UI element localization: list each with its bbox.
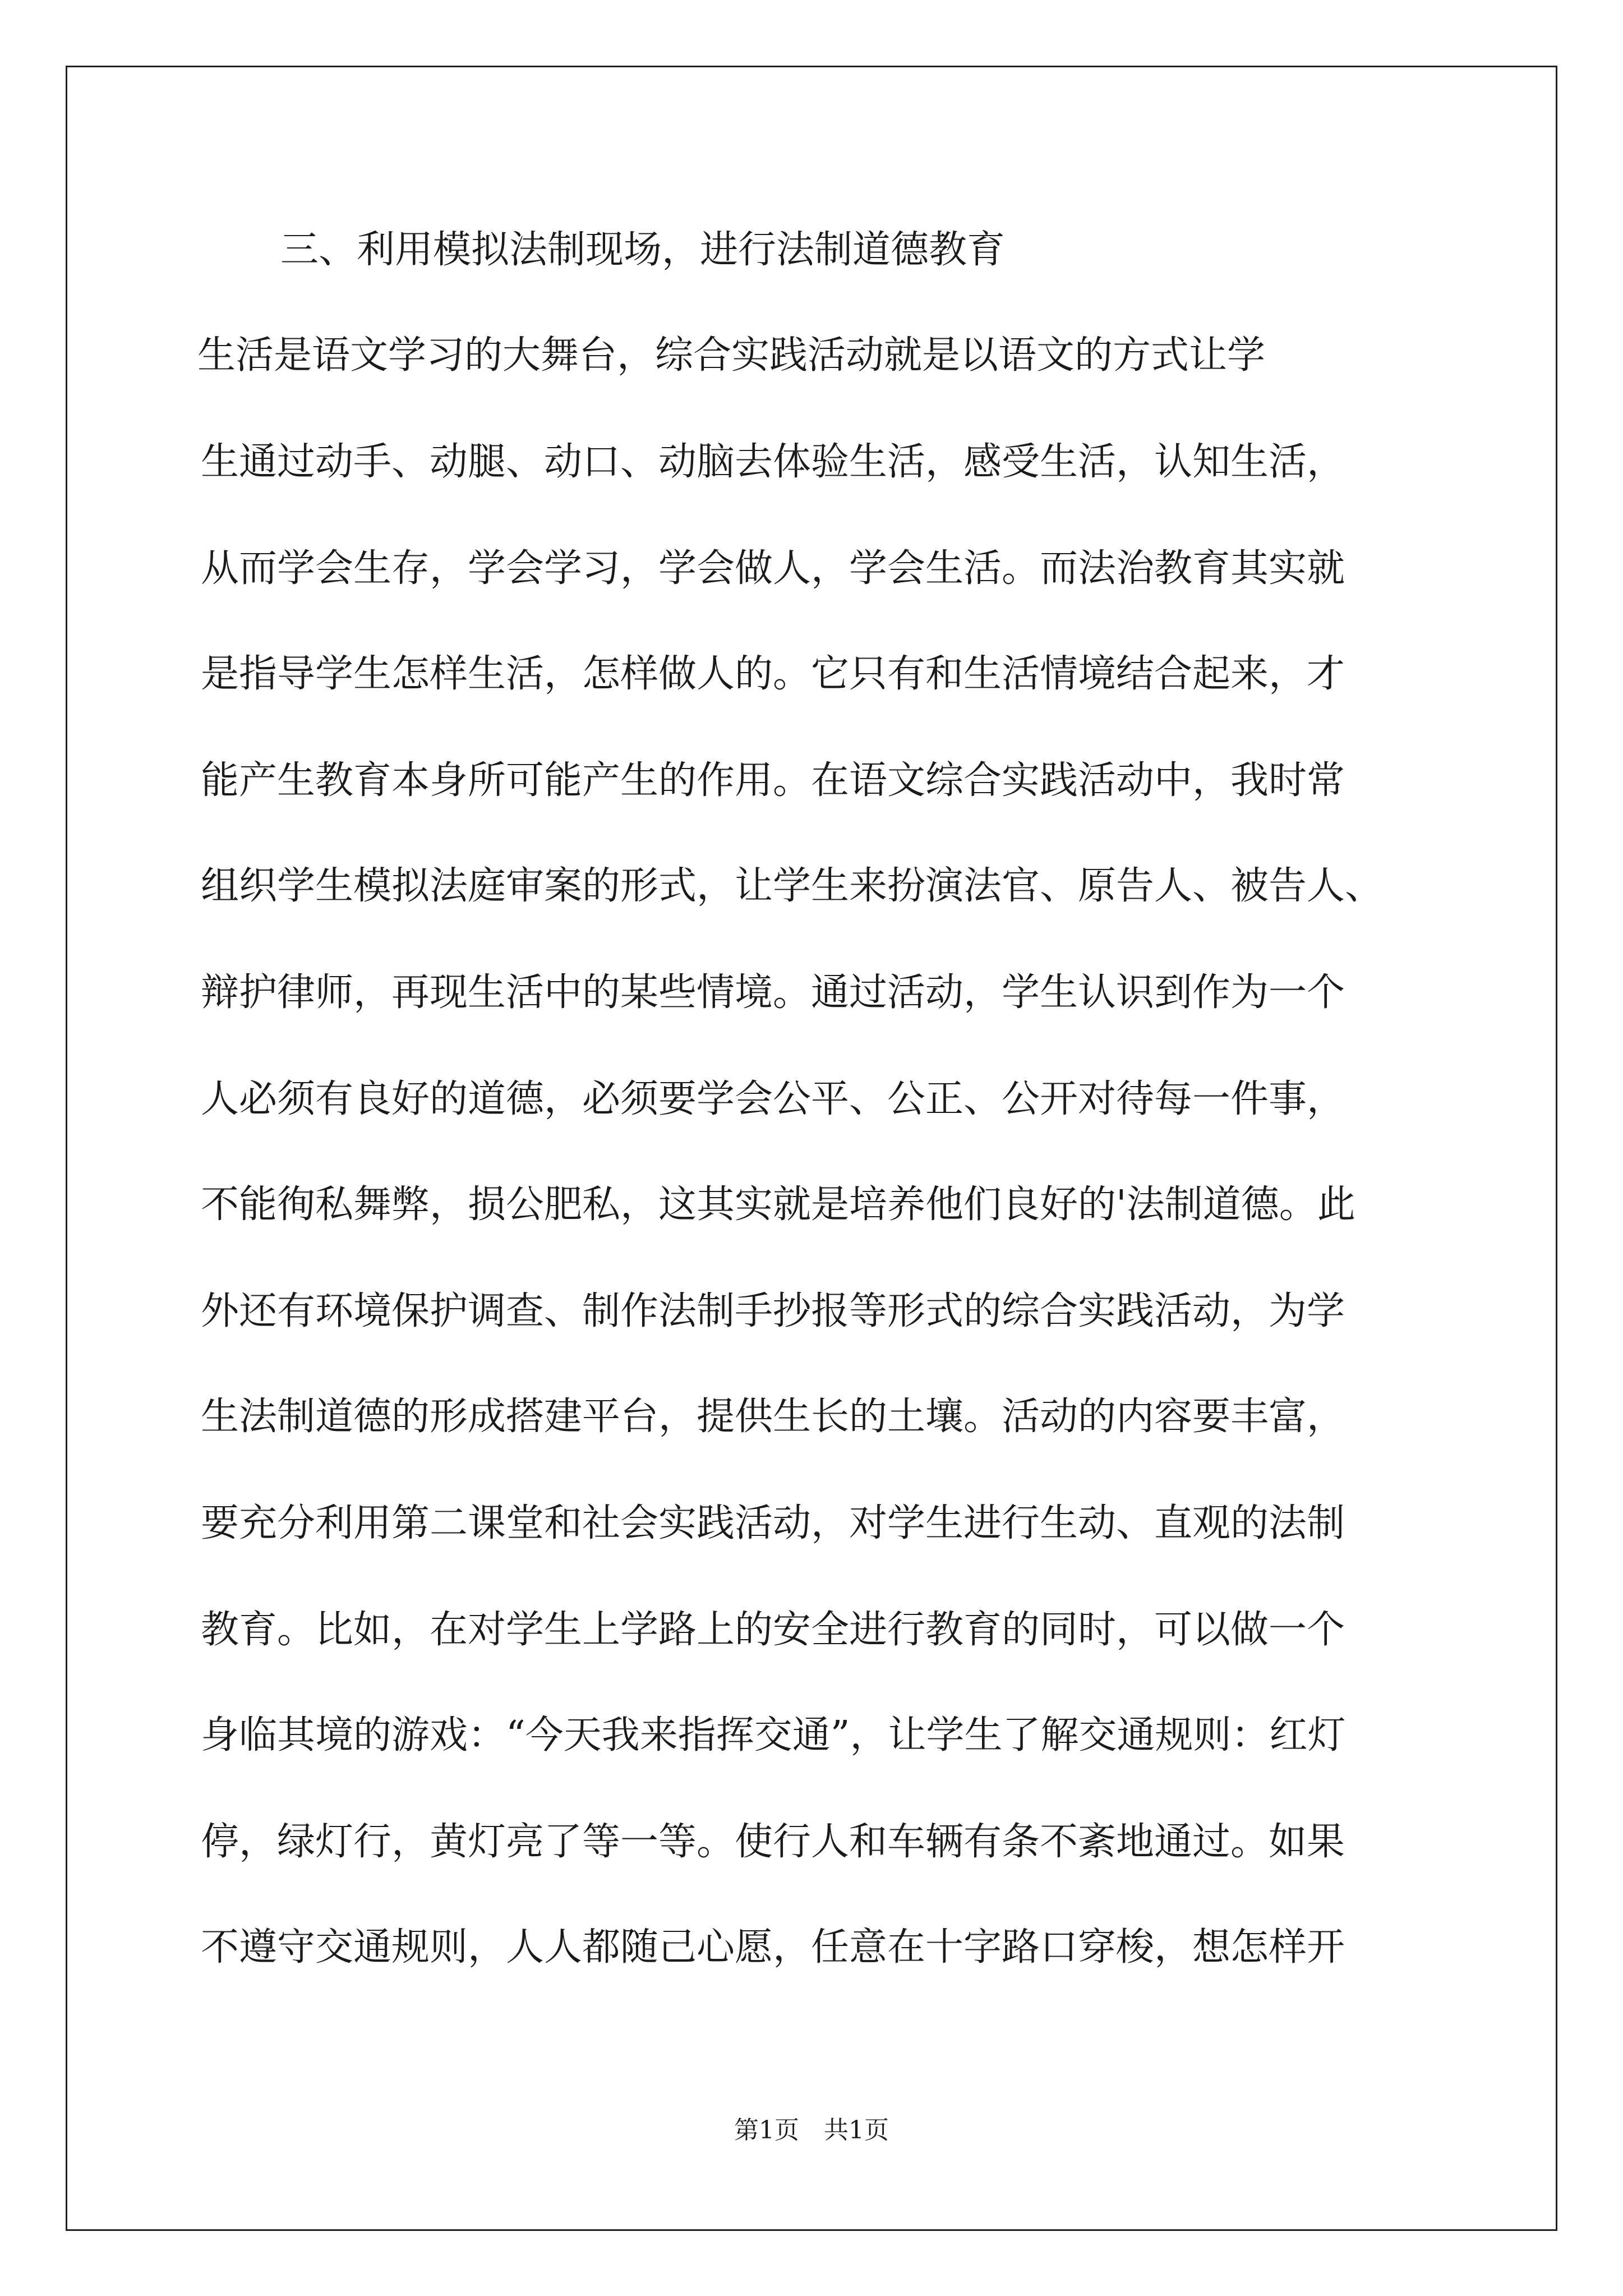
text-line: 能产生教育本身所可能产生的作用。在语文综合实践活动中，我时常 — [201, 758, 1345, 803]
page-number: 第1页 共1页 — [734, 2116, 889, 2145]
text-line: 要充分利用第二课堂和社会实践活动，对学生进行生动、直观的法制 — [201, 1501, 1345, 1545]
text-line: 外还有环境保护调查、制作法制手抄报等形式的综合实践活动，为学 — [201, 1289, 1345, 1333]
text-line: 人必须有良好的道德，必须要学会公平、公正、公开对待每一件事， — [201, 1077, 1345, 1121]
text-line: 身临其境的游戏：“今天我来指挥交通”，让学生了解交通规则：红灯 — [201, 1713, 1346, 1757]
text-line: 组织学生模拟法庭审案的形式，让学生来扮演法官、原告人、被告人、 — [201, 864, 1384, 908]
text-line: 生活是语文学习的大舞台，综合实践活动就是以语文的方式让学 — [121, 333, 1266, 378]
text-line: 生通过动手、动腿、动口、动脑去体验生活，感受生活，认知生活， — [201, 440, 1345, 484]
text-line: 辩护律师，再现生活中的某些情境。通过活动，学生认识到作为一个 — [201, 970, 1345, 1015]
text-line: 是指导学生怎样生活，怎样做人的。它只有和生活情境结合起来，才 — [201, 652, 1345, 696]
text-line: 不遵守交通规则，人人都随己心愿，任意在十字路口穿梭，想怎样开 — [201, 1925, 1345, 1970]
section-heading: 三、利用模拟法制现场，进行法制道德教育 — [280, 228, 1006, 272]
text-line: 教育。比如，在对学生上学路上的安全进行教育的同时，可以做一个 — [201, 1608, 1345, 1652]
text-line: 不能徇私舞弊，损公肥私，这其实就是培养他们良好的'法制道德。此 — [201, 1182, 1355, 1227]
text-line: 生法制道德的形成搭建平台，提供生长的土壤。活动的内容要丰富， — [201, 1395, 1345, 1439]
text-line: 停，绿灯行，黄灯亮了等一等。使行人和车辆有条不紊地通过。如果 — [201, 1820, 1345, 1864]
page-frame — [66, 66, 1557, 2231]
text-line: 从而学会生存，学会学习，学会做人，学会生活。而法治教育其实就 — [201, 546, 1345, 591]
